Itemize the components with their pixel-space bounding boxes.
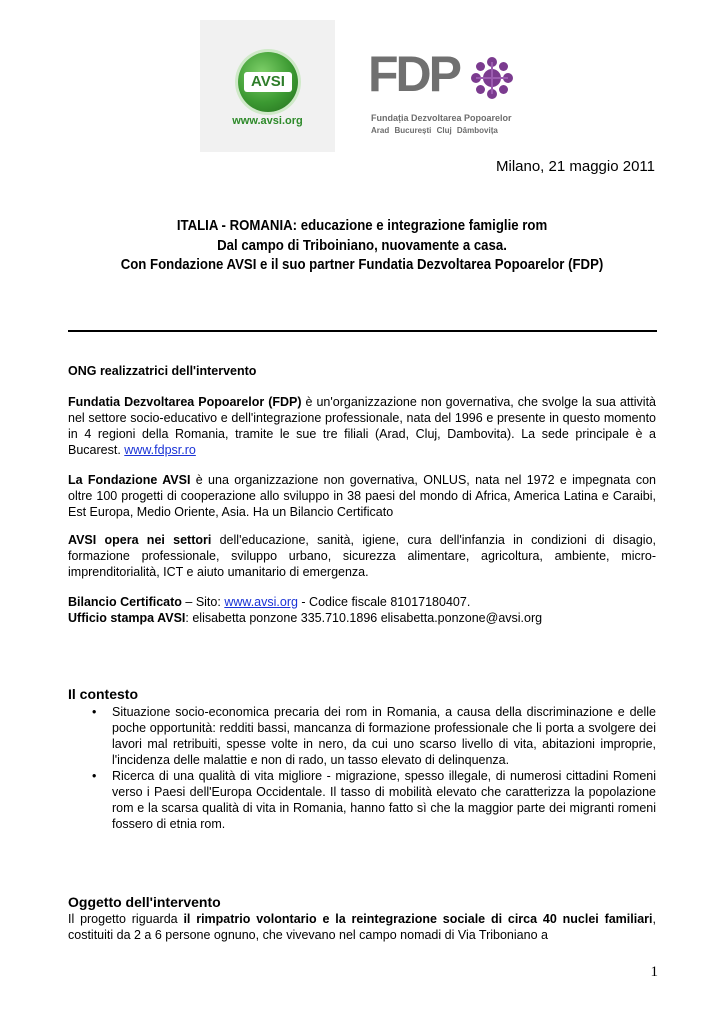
fdp-text: è un'organizzazione non governativa, che svolge la sua attività nel settore socio-educativo e dell'integrazione professionale, nata del 1996 e presente in questo momento in 4 regioni della Romania, tramite le sue tre filiali (Arad, Cluj, Dambovita). La sede principale è a Bucarest. [68, 395, 656, 457]
document-title [60, 216, 664, 275]
oggetto-heading: Oggetto dell'intervento [68, 894, 221, 910]
fdp-flower-icon [468, 54, 516, 102]
avsi-bold: La Fondazione AVSI [68, 473, 191, 487]
ong-heading [68, 363, 656, 379]
fdp-bold: Fundatia Dezvoltarea Popoarelor (FDP) [68, 395, 302, 409]
date-line: Milano, 21 maggio 2011 [496, 158, 655, 175]
avsi-link[interactable]: www.avsi.org [224, 595, 298, 609]
sectors-bold: AVSI opera nei settori [68, 533, 212, 547]
avsi-url: www.avsi.org [232, 115, 303, 127]
oggetto-post: , costituiti da 2 a 6 persone ognuno, che vivevano nel campo nomadi di Via Triboniano a [68, 912, 656, 942]
press-office-bold: Ufficio stampa AVSI [68, 611, 186, 625]
oggetto-pre: Il progetto riguarda [68, 912, 184, 926]
list-item-text: Situazione socio-economica precaria dei rom in Romania, a causa della discriminazione e delle poche opportunità: redditi bassi, mancanza di formazione professionale che li porta a svolgere dei lavori mal retribuiti, spesse volte in nero, da cui uno scarso livello di vita, abitazioni improprie, l'incidenza delle malattie e non di rado, un tasso elevato di delinquenza. [112, 705, 656, 767]
page-number: 1 [650, 964, 658, 980]
sectors-text: dell'educazione, sanità, igiene, cura dell'infanzia in condizioni di disagio, formazione professionale, sviluppo urbano, sicurezza alimentare, agricoltura, ambiente, micro-imprenditorialità, ICT e aiuto umanitario di emergenza. [68, 533, 657, 579]
bilancio-line [68, 594, 656, 610]
bilancio-bold: Bilancio Certificato [68, 595, 182, 609]
fdp-cities: Arad București Cluj Dâmbovița [371, 126, 498, 135]
sectors-paragraph [68, 532, 656, 580]
bullet-icon: • [92, 769, 97, 783]
fdp-logo-text: FDP [368, 46, 459, 102]
list-item [68, 768, 656, 832]
oggetto-bold: il rimpatrio volontario e la reintegrazione sociale di circa 40 nuclei familiari [183, 912, 653, 926]
fdp-link[interactable]: www.fdpsr.ro [124, 443, 196, 457]
avsi-paragraph [68, 472, 656, 520]
oggetto-paragraph [68, 911, 656, 943]
fdp-name: Fundația Dezvoltarea Popoarelor [371, 113, 512, 123]
press-office-line [68, 610, 656, 626]
bullet-icon: • [92, 705, 97, 719]
list-item-text: Ricerca di una qualità di vita migliore - migrazione, spesso illegale, di numerosi cittadini Romeni verso i Paesi dell'Europa Occidentale. Il tasso di mobilità elevato che caratterizza la popolazione rom e la scarsa qualità di vita in Romania, hanno fatto sì che la maggior parte dei migranti romeni fossero di etnia rom. [112, 769, 656, 831]
horizontal-rule [68, 330, 657, 332]
bilancio-post: - Codice fiscale 81017180407. [297, 595, 471, 609]
title-line-2: Dal campo di Triboiniano, nuovamente a casa. [217, 236, 507, 254]
avsi-text: è una organizzazione non governativa, ONLUS, nata nel 1972 e impegnata con oltre 100 progetti di cooperazione allo sviluppo in 38 paesi del mondo di Africa, America Latina e Caraibi, Est Europa, Medio Oriente, Asia. Ha un Bilancio Certificato [68, 473, 656, 519]
press-office-text: : elisabetta ponzone 335.710.1896 elisabetta.ponzone@avsi.org [185, 611, 543, 625]
bilancio-pre: – Sito: [181, 595, 225, 609]
contesto-heading: Il contesto [68, 686, 139, 702]
title-line-1: ITALIA - ROMANIA: educazione e integrazione famiglie rom [176, 217, 548, 234]
ong-heading-text: ONG realizzatrici dell'intervento [68, 364, 257, 378]
contesto-list [68, 704, 656, 832]
fdp-paragraph [68, 394, 656, 458]
title-line-3: Con Fondazione AVSI e il suo partner Fundatia Dezvoltarea Popoarelor (FDP) [120, 256, 604, 273]
list-item [68, 704, 656, 768]
avsi-logo-text: AVSI [251, 73, 285, 90]
